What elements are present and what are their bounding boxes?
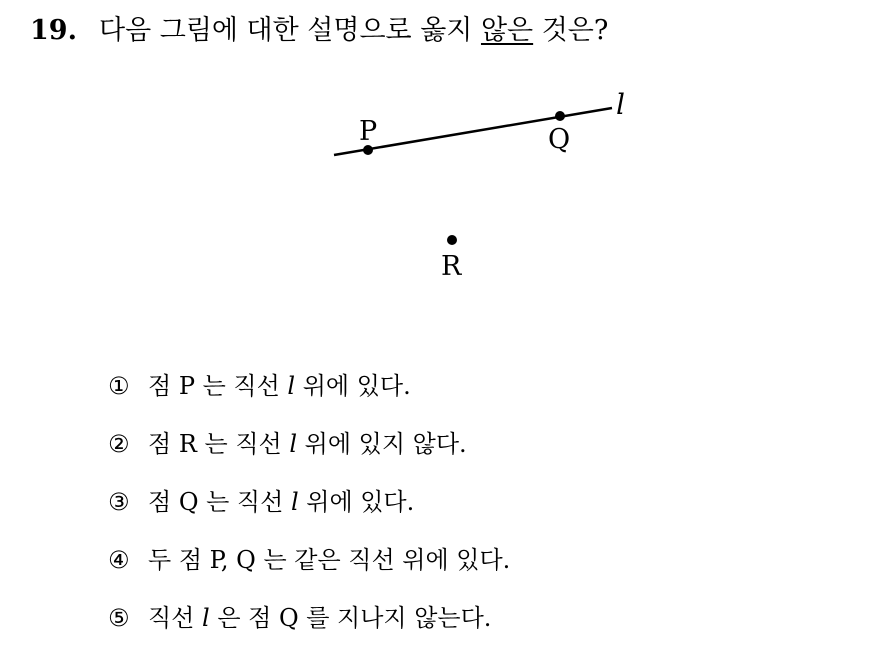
choice-text: 점 Q 는 직선 (148, 488, 291, 516)
question-number: 19. (30, 15, 77, 46)
answer-choices (108, 368, 510, 658)
point-r (447, 235, 457, 245)
choice-marker: ③ (108, 488, 130, 516)
choice-5[interactable] (108, 600, 510, 658)
choice-marker: ④ (108, 546, 130, 574)
choice-marker: ② (108, 430, 130, 458)
choice-text-end: 위에 있다. (295, 372, 411, 400)
choice-4[interactable] (108, 542, 510, 600)
choice-2[interactable] (108, 426, 510, 484)
choice-text: 두 점 P, Q 는 같은 직선 위에 있다. (148, 546, 511, 574)
line-symbol: l (290, 488, 299, 516)
choice-1[interactable] (108, 368, 510, 426)
choice-text: 점 P 는 직선 (148, 372, 288, 400)
question-text-emphasis: 않은 (480, 15, 534, 46)
line-symbol: l (202, 604, 210, 632)
choice-text-end: 위에 있지 않다. (297, 430, 467, 458)
choice-text-end: 은 점 Q 를 지나지 않는다. (209, 604, 492, 632)
choice-text-end: 위에 있다. (298, 488, 415, 516)
line-symbol: l (287, 372, 296, 400)
point-q (555, 111, 565, 121)
line-symbol: l (289, 430, 298, 458)
choice-marker: ⑤ (108, 604, 130, 632)
choice-text: 점 R 는 직선 (148, 430, 290, 458)
point-r-label: R (441, 251, 462, 282)
choice-marker: ① (108, 372, 130, 400)
point-q-label: Q (548, 124, 571, 155)
question-text-prefix: 다음 그림에 대한 설명으로 옳지 (98, 15, 481, 46)
point-p-label: P (359, 116, 378, 147)
line-l-label: l (616, 88, 625, 121)
question-text-suffix: 것은? (533, 15, 609, 46)
choice-text: 직선 (148, 604, 202, 632)
choice-3[interactable] (108, 484, 510, 542)
